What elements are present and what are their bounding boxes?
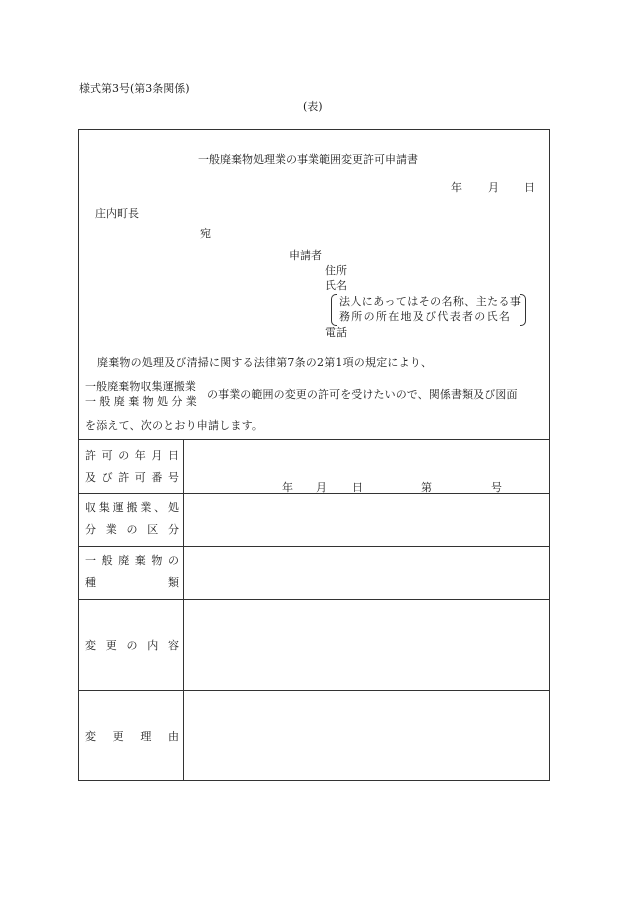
permit-day-label: 日 xyxy=(352,481,363,494)
date-year: 年 xyxy=(451,181,462,194)
body-line2: の事業の範囲の変更の許可を受けたいので、関係書類及び図面 xyxy=(207,388,518,401)
date-month: 月 xyxy=(488,181,499,194)
label-char: び xyxy=(101,471,113,484)
label-char: 業 xyxy=(140,501,152,514)
label-char: 般 xyxy=(101,554,113,567)
label-char: 号 xyxy=(167,471,179,484)
applicant-address-label: 住所 xyxy=(325,264,347,277)
addressee: 庄内町長 xyxy=(95,207,139,220)
label-char: 内 xyxy=(147,639,159,652)
row1-label-line2 xyxy=(85,472,179,483)
corp-note-line1: 法人にあってはその名称、主たる事 xyxy=(339,295,522,308)
form-number: 様式第3号(第3条関係) xyxy=(79,82,190,95)
label-char: の xyxy=(126,523,138,536)
row1-label-line1-text xyxy=(0,0,1,1)
label-char: 集 xyxy=(98,501,110,514)
label-char: 種 xyxy=(85,576,96,589)
label-char: 、 xyxy=(154,501,166,514)
body-line1: 廃棄物の処理及び清掃に関する法律第7条の2第1項の規定により、 xyxy=(97,356,433,369)
label-char: 理 xyxy=(140,730,152,743)
bracket-left xyxy=(331,294,337,326)
row1-label-line1 xyxy=(85,450,179,461)
row-divider xyxy=(78,690,550,691)
table-top-line xyxy=(78,439,550,440)
permit-month-label: 月 xyxy=(316,481,327,494)
row5-label xyxy=(85,731,179,742)
bracket-right xyxy=(520,294,526,326)
business-option-disposal: 一般廃棄物処分業 xyxy=(85,395,201,408)
row-divider xyxy=(78,493,550,494)
label-char: 分 xyxy=(85,523,96,536)
date-day: 日 xyxy=(524,181,535,194)
label-char: 収 xyxy=(85,501,96,514)
row5-label-text xyxy=(0,0,1,1)
row4-label-text xyxy=(0,0,1,1)
label-char: 許 xyxy=(85,449,96,462)
label-char: 変 xyxy=(85,639,96,652)
permit-year-label: 年 xyxy=(282,481,293,494)
label-char: 処 xyxy=(167,501,179,514)
body-line3: を添えて、次のとおり申請します。 xyxy=(85,419,264,432)
label-char: の xyxy=(126,639,138,652)
label-char: 容 xyxy=(168,639,179,652)
label-char: 変 xyxy=(85,730,96,743)
row3-label-line1-text xyxy=(0,0,1,1)
row2-label-line2-text xyxy=(0,0,1,1)
label-char: 区 xyxy=(147,523,159,536)
label-char: 物 xyxy=(151,554,163,567)
label-char: の xyxy=(118,449,130,462)
label-char: 番 xyxy=(151,471,163,484)
row2-label-line1-text xyxy=(0,0,1,1)
label-char: 年 xyxy=(134,449,146,462)
label-char: 日 xyxy=(167,449,179,462)
label-char: 許 xyxy=(118,471,130,484)
label-char: 更 xyxy=(105,639,117,652)
label-char: 類 xyxy=(168,576,179,589)
label-char: 搬 xyxy=(126,501,138,514)
applicant-phone-label: 電話 xyxy=(325,326,347,339)
row-divider xyxy=(78,599,550,600)
label-char: 可 xyxy=(134,471,146,484)
label-char: 分 xyxy=(168,523,179,536)
row4-label xyxy=(85,640,179,651)
label-char: 業 xyxy=(105,523,117,536)
honorific: 宛 xyxy=(200,227,211,240)
corp-note-line2: 務所の所在地及び代表者の氏名 xyxy=(339,310,512,323)
applicant-name-label: 氏名 xyxy=(325,279,347,292)
business-option-collection: 一般廃棄物収集運搬業 xyxy=(85,380,196,393)
column-divider xyxy=(183,439,184,781)
label-char: 棄 xyxy=(134,554,146,567)
label-char: 可 xyxy=(101,449,113,462)
applicant-label: 申請者 xyxy=(289,249,322,262)
label-char: の xyxy=(167,554,179,567)
label-char: 月 xyxy=(151,449,163,462)
row1-label-line2-text xyxy=(0,0,1,1)
row3-label-line2 xyxy=(85,577,179,588)
row3-label-line2-text xyxy=(0,0,1,1)
row3-label-line1 xyxy=(85,555,179,566)
front-label: (表) xyxy=(303,100,323,113)
label-char: 由 xyxy=(167,730,179,743)
row2-label-line1 xyxy=(85,502,179,513)
label-char: 更 xyxy=(112,730,124,743)
permit-number-suffix: 号 xyxy=(491,481,502,494)
label-char: 運 xyxy=(112,501,124,514)
label-char: 及 xyxy=(85,471,96,484)
label-char: 廃 xyxy=(118,554,130,567)
row-divider xyxy=(78,546,550,547)
permit-number-prefix: 第 xyxy=(421,481,432,494)
row2-label-line2 xyxy=(85,524,179,535)
label-char: 一 xyxy=(85,554,96,567)
document-title: 一般廃棄物処理業の事業範囲変更許可申請書 xyxy=(198,153,418,166)
